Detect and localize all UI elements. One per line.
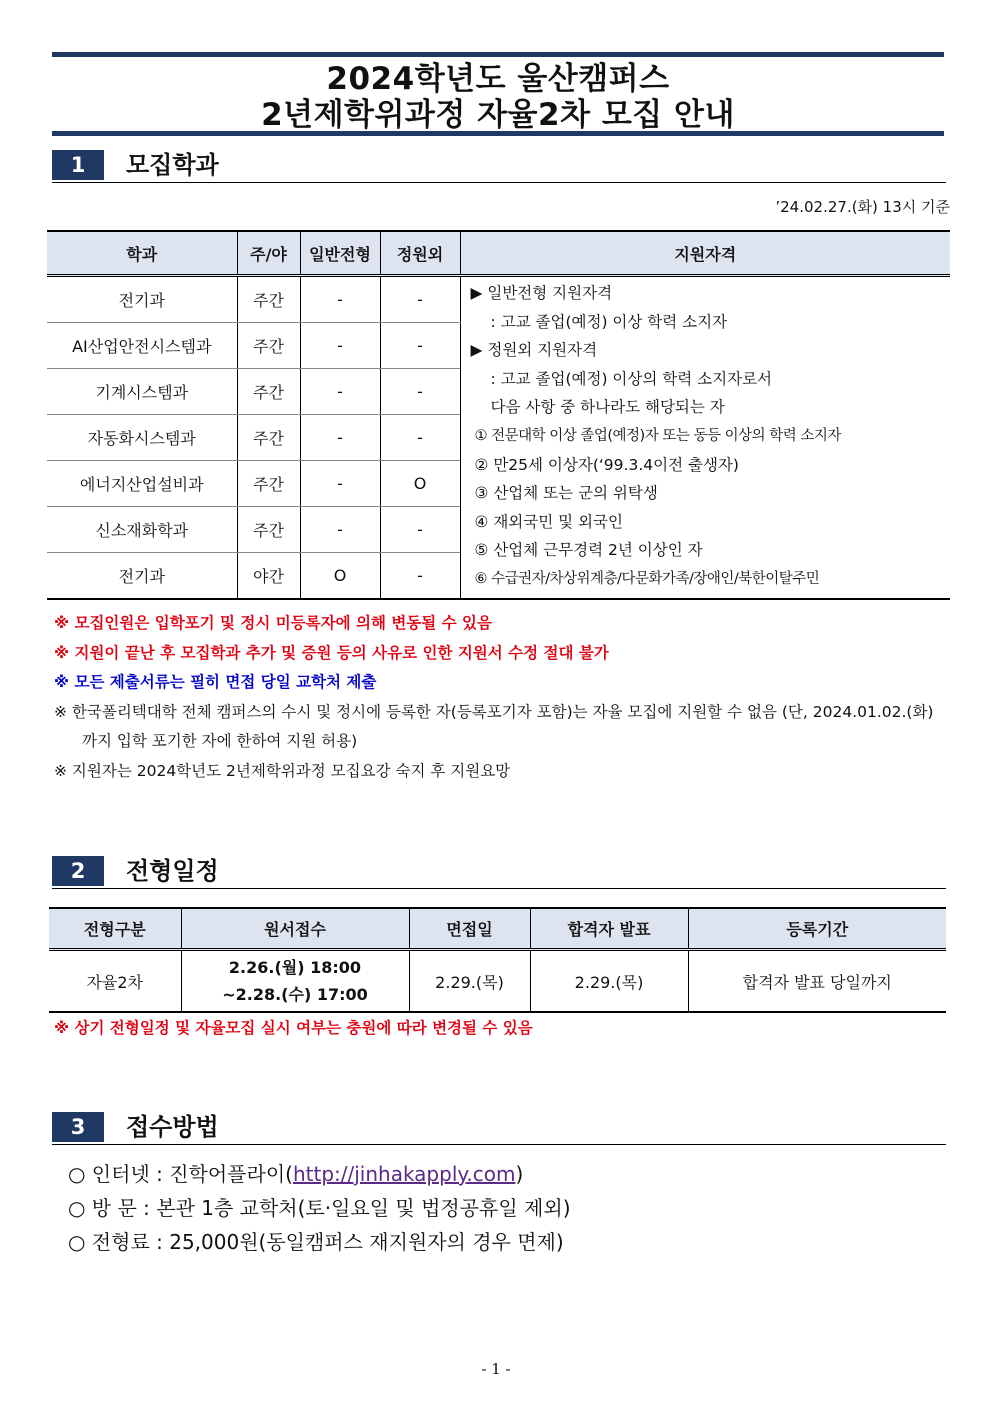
notice-item: ※ 지원자는 2024학년도 2년제학위과정 모집요강 숙지 후 지원요망 <box>54 761 511 780</box>
section-header-1 <box>52 150 946 183</box>
table-row <box>49 950 946 1013</box>
notice-item: ※ 모집인원은 입학포기 및 정시 미등록자에 의해 변동될 수 있음 <box>54 614 492 632</box>
qual-item: ⑥ 수급권자/차상위계층/다문화가족/장애인/북한이탈주민 <box>474 570 820 587</box>
apply-link[interactable]: http://jinhakapply.com <box>292 1162 516 1186</box>
apply-visit: ○ 방 문 : 본관 1층 교학처(토·일요일 및 법정공휴일 제외) <box>68 1196 571 1220</box>
qual-item: ③ 산업체 또는 군의 위탁생 <box>474 484 658 503</box>
header-qualification: 지원자격 <box>460 231 950 276</box>
dept-name: 기계시스템과 <box>47 369 237 415</box>
dept-name: 전기과 <box>47 553 237 600</box>
header-register: 등록기간 <box>688 908 946 950</box>
dept-extra: O <box>380 461 460 507</box>
section-title: 전형일정 <box>126 857 219 885</box>
dept-name: 자동화시스템과 <box>47 415 237 461</box>
dept-name: AI산업안전시스템과 <box>47 323 237 369</box>
apply-internet-suffix: ) <box>515 1162 524 1186</box>
schedule-type: 자율2차 <box>49 950 181 1013</box>
dept-general: - <box>300 415 380 461</box>
section-number: 1 <box>52 150 104 180</box>
dept-general: - <box>300 507 380 553</box>
section-header-2 <box>52 856 946 889</box>
general-qual-desc: : 고교 졸업(예정) 이상 학력 소지자 <box>490 312 728 331</box>
schedule-notice: ※ 상기 전형일정 및 자율모집 실시 여부는 충원에 따라 변경될 수 있음 <box>54 1019 533 1037</box>
dept-general: O <box>300 553 380 600</box>
header-dept: 학과 <box>47 231 237 276</box>
header-announce: 합격자 발표 <box>530 908 688 950</box>
notice-item: ※ 모든 제출서류는 필히 면접 당일 교학처 제출 <box>54 673 377 691</box>
dept-general: - <box>300 461 380 507</box>
dept-time: 주간 <box>237 415 300 461</box>
section-number: 2 <box>52 856 104 886</box>
apply-end: ~2.28.(수) 17:00 <box>222 985 368 1004</box>
dept-time: 주간 <box>237 507 300 553</box>
department-table <box>47 230 950 600</box>
title-line-2: 2년제학위과정 자율2차 모집 안내 <box>261 97 735 133</box>
dept-general: - <box>300 323 380 369</box>
extra-qual-head: ▶ 정원외 지원자격 <box>470 341 598 360</box>
qual-item: ① 전문대학 이상 졸업(예정)자 또는 동등 이상의 학력 소지자 <box>474 427 841 444</box>
table-header-row <box>47 231 950 276</box>
apply-method-list <box>68 1157 571 1259</box>
qual-item: ④ 재외국민 및 외국인 <box>474 512 623 531</box>
dept-name: 에너지산업설비과 <box>47 461 237 507</box>
dept-general: - <box>300 369 380 415</box>
notice-list <box>54 609 946 786</box>
header-extra: 정원외 <box>380 231 460 276</box>
dept-time: 주간 <box>237 323 300 369</box>
document-title <box>52 52 944 136</box>
dept-extra: - <box>380 276 460 323</box>
dept-extra: - <box>380 553 460 600</box>
header-interview: 면접일 <box>409 908 530 950</box>
header-general: 일반전형 <box>300 231 380 276</box>
page-number: - 1 - <box>481 1360 511 1378</box>
dept-name: 전기과 <box>47 276 237 323</box>
table-row <box>47 276 950 323</box>
interview-date: 2.29.(목) <box>409 950 530 1013</box>
schedule-table <box>49 907 946 1013</box>
section-header-3 <box>52 1112 946 1145</box>
dept-name: 신소재화학과 <box>47 507 237 553</box>
dept-general: - <box>300 276 380 323</box>
dept-extra: - <box>380 507 460 553</box>
qual-item: ⑤ 산업체 근무경력 2년 이상인 자 <box>474 541 703 560</box>
notice-item: ※ 지원이 끝난 후 모집학과 추가 및 증원 등의 사유로 인한 지원서 수정 절대 불가 <box>54 643 609 662</box>
title-line-1: 2024학년도 울산캠퍼스 <box>326 61 670 97</box>
section-title: 접수방법 <box>126 1113 219 1141</box>
dept-extra: - <box>380 415 460 461</box>
header-apply: 원서접수 <box>181 908 409 950</box>
qual-item: ② 만25세 이상자(‘99.3.4이전 출생자) <box>474 455 739 474</box>
apply-fee: ○ 전형료 : 25,000원(동일캠퍼스 재지원자의 경우 면제) <box>68 1230 564 1254</box>
date-note: ’24.02.27.(화) 13시 기준 <box>775 198 950 216</box>
dept-time: 야간 <box>237 553 300 600</box>
apply-period <box>181 950 409 1013</box>
apply-internet-label: ○ 인터넷 : 진학어플라이( <box>68 1162 293 1186</box>
table-header-row <box>49 908 946 950</box>
register-period: 합격자 발표 당일까지 <box>688 950 946 1013</box>
dept-extra: - <box>380 323 460 369</box>
section-title: 모집학과 <box>126 151 219 179</box>
extra-qual-desc-1: : 고교 졸업(예정) 이상의 학력 소지자로서 <box>490 369 773 388</box>
announce-date: 2.29.(목) <box>530 950 688 1013</box>
section-number: 3 <box>52 1112 104 1142</box>
qualification-cell <box>460 276 950 600</box>
dept-extra: - <box>380 369 460 415</box>
dept-time: 주간 <box>237 369 300 415</box>
header-daynight: 주/야 <box>237 231 300 276</box>
apply-start: 2.26.(월) 18:00 <box>228 958 362 977</box>
extra-qual-desc-2: 다음 사항 중 하나라도 해당되는 자 <box>490 398 725 417</box>
notice-item: ※ 한국폴리텍대학 전체 캠퍼스의 수시 및 정시에 등록한 자(등록포기자 포함)는 자율 모집에 지원할 수 없음 (단, 2024.01.02.(화)까지 입학 포기한 자에 한하여 지원 허용) <box>54 702 934 750</box>
dept-time: 주간 <box>237 461 300 507</box>
general-qual-head: ▶ 일반전형 지원자격 <box>470 284 613 302</box>
header-type: 전형구분 <box>49 908 181 950</box>
apply-internet <box>68 1157 571 1191</box>
dept-time: 주간 <box>237 276 300 323</box>
